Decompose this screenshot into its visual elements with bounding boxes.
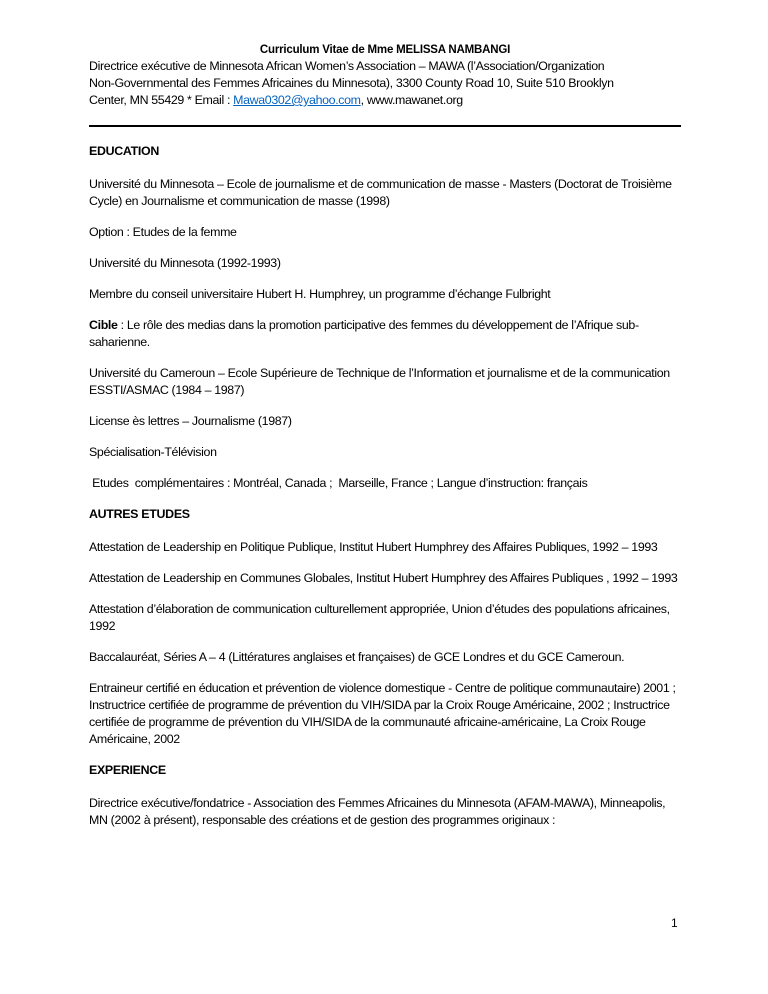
page-number: 1 <box>671 916 678 930</box>
header-divider <box>89 125 681 127</box>
autres-paragraph: Attestation de Leadership en Communes Globales, Institut Hubert Humphrey des Affaires Publiques , 1992 – 1993 <box>89 571 678 585</box>
education-paragraph: Etudes complémentaires : Montréal, Canada ; Marseille, France ; Langue d’instruction: français <box>89 476 588 490</box>
header-line-1: Directrice exécutive de Minnesota African Women’s Association – MAWA (l’Association/Organization <box>89 59 605 73</box>
autres-paragraph: Entraineur certifié en éducation et prévention de violence domestique - Centre de politique communautaire) 2001 ; Instructrice certifiée de programme de prévention du VIH/SIDA par la Croix Rouge Américaine, 2002 ; Instructrice certifiée de programme de prévention du VIH/SIDA de la communauté africaine-américaine, La Croix Rouge Américaine, 2002 <box>89 681 676 746</box>
website-text: , www.mawanet.org <box>360 93 463 107</box>
education-paragraph: Spécialisation-Télévision <box>89 445 217 459</box>
email-link[interactable]: Mawa0302@yahoo.com <box>233 93 361 107</box>
education-paragraph: Option : Etudes de la femme <box>89 225 237 239</box>
autres-etudes-heading: AUTRES ETUDES <box>89 507 190 521</box>
experience-paragraph: Directrice exécutive/fondatrice - Association des Femmes Africaines du Minnesota (AFAM-MAWA), Minneapolis, MN (2002 à présent), responsable des créations et de gestion des programmes originaux : <box>89 796 666 827</box>
education-paragraph: Université du Minnesota (1992-1993) <box>89 256 281 270</box>
education-paragraph: Université du Cameroun – Ecole Supérieure de Technique de l’Information et journalisme et de la communication ESSTI/ASMAC (1984 – 1987) <box>89 366 670 397</box>
education-paragraph: Université du Minnesota – Ecole de journalisme et de communication de masse - Masters (Doctorat de Troisième Cycle) en Journalisme et communication de masse (1998) <box>89 177 672 208</box>
cible-label: Cible <box>89 318 118 332</box>
education-heading: EDUCATION <box>89 144 160 158</box>
experience-heading: EXPERIENCE <box>89 763 166 777</box>
education-paragraph: Membre du conseil universitaire Hubert H. Humphrey, un programme d’échange Fulbright <box>89 287 551 301</box>
education-paragraph <box>89 317 681 351</box>
document-title: Curriculum Vitae de Mme MELISSA NAMBANGI <box>259 44 511 56</box>
autres-paragraph: Baccalauréat, Séries A – 4 (Littératures anglaises et françaises) de GCE Londres et du GCE Cameroun. <box>89 650 625 664</box>
cible-text: : Le rôle des medias dans la promotion participative des femmes du développement de l’Afrique sub-saharienne. <box>89 318 639 349</box>
header-line-2: Non-Governmental des Femmes Africaines du Minnesota), 3300 County Road 10, Suite 510 Brooklyn <box>89 76 614 90</box>
education-paragraph: License ès lettres – Journalisme (1987) <box>89 414 292 428</box>
autres-paragraph: Attestation d’élaboration de communication culturellement appropriée, Union d’études des populations africaines, 1992 <box>89 602 670 633</box>
autres-paragraph: Attestation de Leadership en Politique Publique, Institut Hubert Humphrey des Affaires Publiques, 1992 – 1993 <box>89 540 658 554</box>
cv-page <box>89 42 681 829</box>
header-line-3 <box>89 92 681 109</box>
address-text: Center, MN 55429 * Email : <box>89 93 234 107</box>
